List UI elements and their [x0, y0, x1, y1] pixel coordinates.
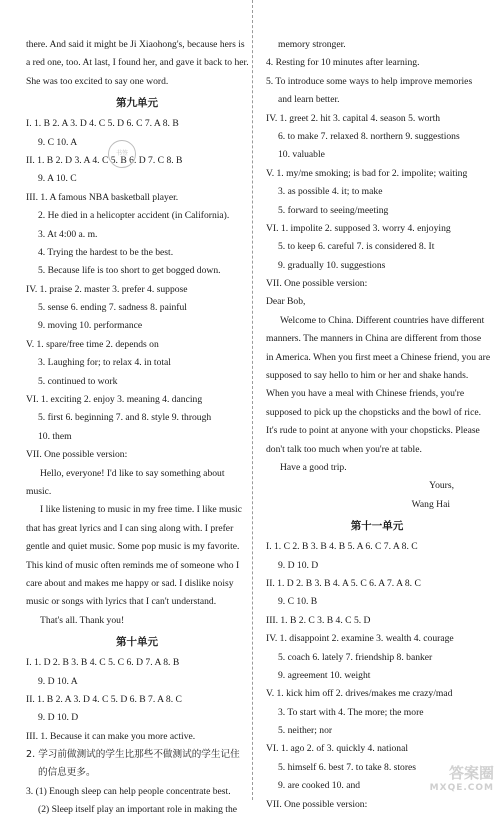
right-line: 3. To start with 4. The more; the more: [278, 706, 424, 718]
right-line: II. 1. D 2. B 3. B 4. A 5. C 6. A 7. A 8. C: [266, 577, 421, 589]
left-line: III. 1. A famous NBA basketball player.: [26, 191, 179, 203]
right-line: IV. 1. disappoint 2. examine 3. wealth 4. courage: [266, 633, 454, 645]
left-line: 3. At 4:00 a. m.: [38, 228, 98, 240]
right-line: III. 1. B 2. C 3. B 4. C 5. D: [266, 614, 371, 626]
right-line: 9. gradually 10. suggestions: [278, 259, 386, 271]
left-line: 2. He died in a helicopter accident (in California).: [38, 210, 230, 222]
left-line: music or songs with lyrics that I can't understand.: [26, 596, 217, 608]
left-line: (2) Sleep itself play an important role in making the: [38, 804, 238, 816]
right-line: don't talk too much when you're at table.: [266, 443, 422, 455]
left-line: 3. Laughing for; to relax 4. in total: [38, 357, 171, 369]
right-line: and learn better.: [278, 94, 340, 106]
right-line: supposed to pick up the chopsticks and the bowl of rice.: [266, 406, 482, 418]
left-line: IV. 1. praise 2. master 3. prefer 4. suppose: [26, 283, 188, 295]
left-line: II. 1. B 2. A 3. D 4. C 5. D 6. B 7. A 8. C: [26, 693, 182, 705]
right-line: 5. coach 6. lately 7. friendship 8. banker: [278, 651, 433, 663]
right-line: 5. to keep 6. careful 7. is considered 8. It: [278, 241, 435, 253]
watermark-main: 答案圈: [448, 764, 494, 782]
right-line: VI. 1. impolite 2. supposed 3. worry 4. enjoying: [266, 222, 451, 234]
left-line: II. 1. B 2. D 3. A 4. C 5. B 6. D 7. C 8. B: [26, 154, 183, 166]
right-line: 9. agreement 10. weight: [278, 669, 371, 681]
right-line: 6. to make 7. relaxed 8. northern 9. suggestions: [278, 130, 460, 142]
right-line: VI. 1. ago 2. of 3. quickly 4. national: [266, 743, 409, 755]
right-line: supposed to say hello to him or her and shake hands.: [266, 370, 469, 382]
right-line: 3. as possible 4. it; to make: [278, 186, 383, 198]
left-line: She was too excited to say one word.: [26, 75, 169, 87]
right-line: 9. are cooked 10. and: [278, 780, 361, 792]
right-line: I. 1. C 2. B 3. B 4. B 5. A 6. C 7. A 8. C: [266, 541, 418, 553]
right-line: IV. 1. greet 2. hit 3. capital 4. season 5. worth: [266, 112, 441, 124]
right-line: Yours,: [429, 480, 454, 492]
left-line: 5. Because life is too short to get bogged down.: [38, 265, 221, 277]
left-line: Hello, everyone! I'd like to say something about: [40, 467, 225, 479]
left-line: 4. Trying the hardest to be the best.: [38, 246, 174, 258]
left-line: 9. C 10. A: [38, 136, 78, 148]
right-line: VII. One possible version:: [266, 278, 368, 290]
left-line: V. 1. spare/free time 2. depends on: [26, 338, 159, 350]
right-line: in America. When you first meet a Chinese friend, you are: [266, 351, 491, 363]
left-line: I. 1. D 2. B 3. B 4. C 5. C 6. D 7. A 8. B: [26, 657, 180, 669]
right-line: V. 1. my/me smoking; is bad for 2. impolite; waiting: [266, 167, 468, 179]
left-line: 2. 学习前做测试的学生比那些不做测试的学生记住: [26, 749, 240, 761]
left-line: 10. them: [38, 430, 72, 442]
right-line: Have a good trip.: [280, 461, 347, 473]
right-line: 5. forward to seeing/meeting: [278, 204, 389, 216]
right-line: manners. The manners in China are different from those: [266, 333, 482, 345]
left-line: 3. (1) Enough sleep can help people concentrate best.: [26, 785, 231, 797]
right-line: memory stronger.: [278, 39, 346, 50]
right-line: 9. D 10. D: [278, 559, 319, 571]
right-line: Welcome to China. Different countries have different: [280, 314, 485, 326]
left-column: [26, 36, 248, 820]
left-line: music.: [26, 485, 52, 497]
left-line: 5. first 6. beginning 7. and 8. style 9. through: [38, 412, 212, 424]
left-line: I. 1. B 2. A 3. D 4. C 5. D 6. C 7. A 8. B: [26, 118, 179, 130]
stamp-mark: 书签: [108, 140, 136, 168]
left-line: that has great lyrics and I can sing along with. I prefer: [26, 522, 234, 534]
left-line: III. 1. Because it can make you more active.: [26, 730, 196, 742]
right-line: 5. To introduce some ways to help improve memories: [266, 75, 473, 87]
left-line: 5. continued to work: [38, 375, 118, 387]
right-line: 10. valuable: [278, 149, 325, 161]
left-line: 5. sense 6. ending 7. sadness 8. painful: [38, 302, 187, 314]
left-line: gentle and quiet music. Some pop music is my favorite.: [26, 541, 240, 553]
right-line: 第十一单元: [350, 520, 404, 533]
left-line: a red one, too. At last, I found her, and gave it back to her.: [26, 57, 249, 69]
right-line: V. 1. kick him off 2. drives/makes me crazy/mad: [266, 688, 453, 700]
left-line: 第十单元: [116, 636, 158, 649]
left-line: VII. One possible version:: [26, 449, 128, 461]
left-line: 9. moving 10. performance: [38, 320, 143, 332]
right-line: 9. C 10. B: [278, 596, 318, 608]
left-line: This kind of music often reminds me of someone who I: [26, 559, 240, 571]
right-line: 4. Resting for 10 minutes after learning.: [266, 57, 420, 69]
left-line: I like listening to music in my free time. I like music: [40, 504, 242, 516]
left-line: 9. A 10. C: [38, 173, 77, 185]
right-column: [266, 36, 491, 814]
right-line: When you have a meal with Chinese friends, you're: [266, 388, 465, 400]
left-line: 9. D 10. D: [38, 712, 79, 724]
left-line: there. And said it might be Ji Xiaohong's, because hers is: [26, 39, 245, 50]
left-line: 9. D 10. A: [38, 675, 78, 687]
right-line: Wang Hai: [411, 498, 450, 510]
left-line: That's all. Thank you!: [40, 614, 125, 626]
column-divider: [252, 0, 253, 800]
right-line: 5. neither; nor: [278, 725, 333, 737]
watermark-sub: MXQE.COM: [429, 783, 494, 793]
right-line: 5. himself 6. best 7. to take 8. stores: [278, 761, 417, 773]
left-line: VI. 1. exciting 2. enjoy 3. meaning 4. dancing: [26, 394, 203, 406]
left-line: 的信息更多。: [38, 767, 96, 779]
site-watermark: [430, 766, 494, 796]
right-line: It's rude to point at anyone with your chopsticks. Please: [266, 425, 480, 437]
right-line: VII. One possible version:: [266, 798, 368, 810]
left-line: 第九单元: [116, 97, 158, 110]
right-line: Dear Bob,: [266, 296, 306, 308]
left-line: care about and makes me happy or sad. I dislike noisy: [26, 577, 234, 589]
